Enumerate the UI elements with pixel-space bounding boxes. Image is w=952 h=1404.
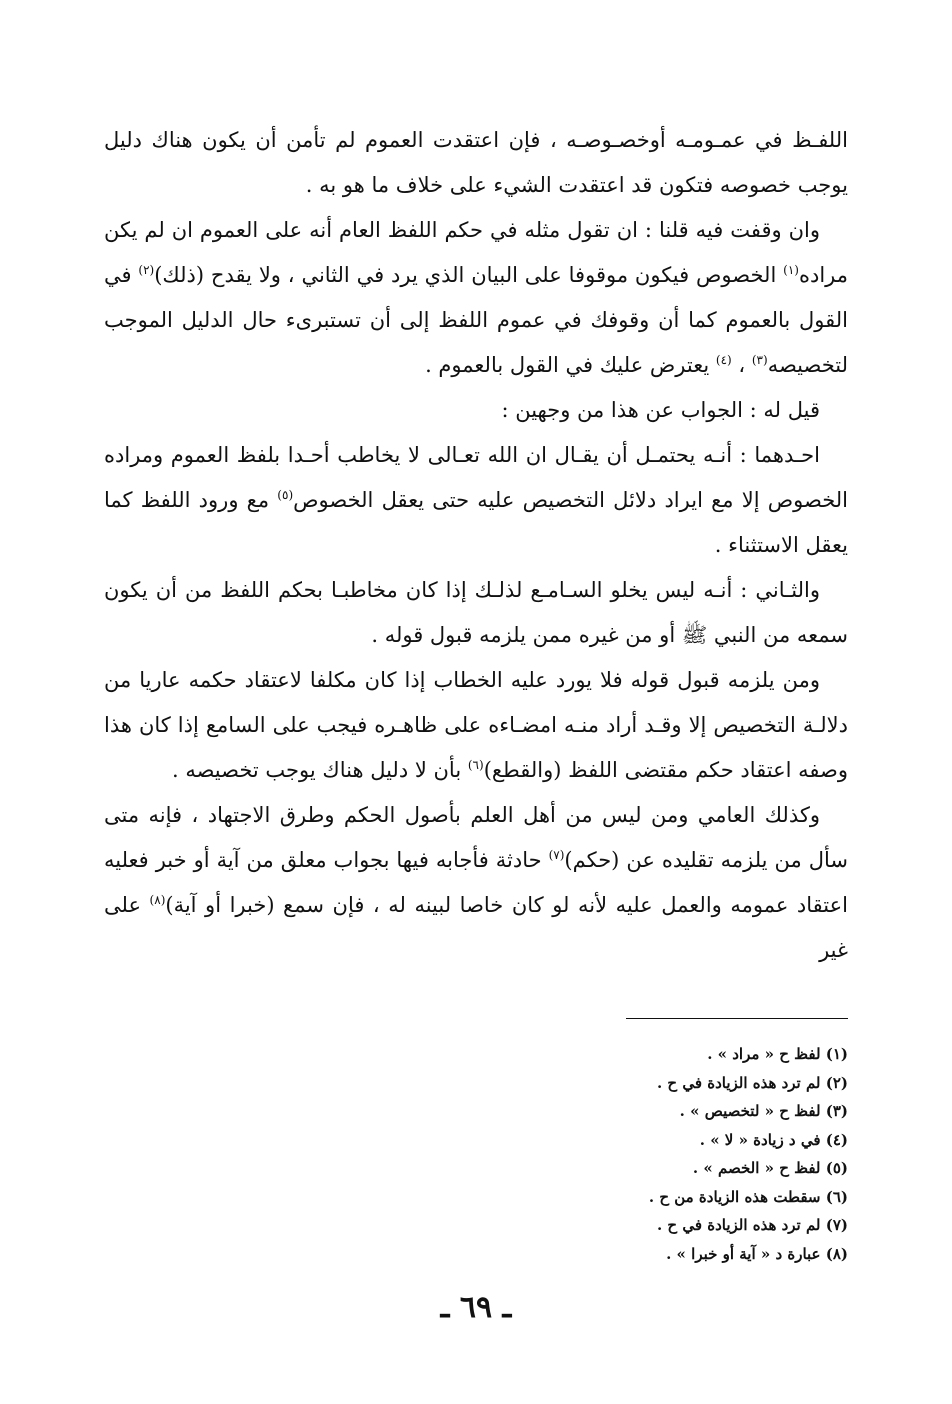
footnote-reference: (٨) <box>149 893 166 907</box>
paragraph-text: الخصوص فيكون موقوفا على البيان الذي يرد في الثاني ، ولا يقدح (ذلك) <box>154 263 784 287</box>
main-text-block <box>104 118 848 973</box>
paragraph-text: وكذلك العامي ومن ليس من أهل العلم بأصول الحكم وطرق الاجتهاد ، فإنه متى سأل من يلزمه تقليده عن (حكم) <box>104 803 848 872</box>
paragraph <box>104 793 848 973</box>
footnote-reference: (٢) <box>138 263 155 277</box>
paragraph-text: على غير <box>104 893 848 962</box>
paragraph-text: ، <box>731 353 752 377</box>
footnote-divider <box>626 1018 848 1019</box>
footnote-item: (٣) لفظ ح « لتخصيص » . <box>679 1102 848 1120</box>
paragraph-text: قيل له : الجواب عن هذا من وجهين : <box>501 398 820 422</box>
footnote-reference: (٧) <box>548 848 565 862</box>
paragraph-text: والثـاني : أنـه ليس يخلو السـامـع لذلـك إذا كان مخاطبـا بحكم اللفظ من أن يكون سمعه من النبي ﷺ أو من غيره ممن يلزمه قبول قوله . <box>104 578 848 647</box>
paragraph <box>104 433 848 568</box>
footnote-item: (٥) لفظ ح « الخصم » . <box>692 1159 848 1177</box>
paragraph-text: يعترض عليك في القول بالعموم . <box>425 353 716 377</box>
paragraph <box>104 118 848 208</box>
paragraph-text: في القول بالعموم كما أن وقوفك في عموم اللفظ إلى أن تستبرىء حال الدليل الموجب لتخصيصه <box>104 263 848 377</box>
page-number: ـ ٦٩ ـ <box>440 1290 512 1325</box>
footnote-reference: (٥) <box>277 488 294 502</box>
footnote-item: (٢) لم ترد هذه الزيادة في ح . <box>656 1073 848 1092</box>
paragraph-text: احـدهما : أنـه يحتمـل أن يقـال ان الله تعـالى لا يخاطب أحـدا بلفظ العموم ومراده الخصوص إلا مع ايراد دلائل التخصيص عليه حتى يعقل الخصوص <box>104 443 848 512</box>
footnote-reference: (٣) <box>751 353 768 367</box>
footnote-item: (٤) في د زيادة « لا » . <box>699 1130 848 1149</box>
paragraph <box>104 568 848 658</box>
paragraph <box>104 388 848 433</box>
footnote-reference: (٦) <box>467 758 484 772</box>
paragraph-text: بأن لا دليل هناك يوجب تخصيصه . <box>171 758 468 782</box>
footnote-item: (٦) سقطت هذه الزيادة من ح . <box>648 1187 848 1206</box>
paragraph <box>104 658 848 793</box>
footnote-reference: (١) <box>783 263 799 277</box>
footnotes-block <box>448 1040 848 1268</box>
paragraph <box>104 208 848 388</box>
paragraph-text: اللفـظ في عمـومـه أوخصـوصـه ، فإن اعتقدت العموم لم تأمن أن يكون هناك دليل يوجب خصوصه فتكون قد اعتقدت الشيء على خلاف ما هو به . <box>104 128 848 197</box>
footnote-item: (٧) لم ترد هذه الزيادة في ح . <box>656 1216 848 1234</box>
footnote-item: (١) لفظ ح « مراد » . <box>707 1045 848 1063</box>
paragraph-text: مع ورود اللفظ كما يعقل الاستثناء . <box>104 488 848 557</box>
footnote-reference: (٤) <box>715 353 732 367</box>
footnote-item: (٨) عبارة د « آية أو خبرا » . <box>666 1244 848 1263</box>
paragraph-text: وان وقفت فيه قلنا : ان تقول مثله في حكم اللفظ العام أنه على العموم ان لم يكن مراده <box>104 218 848 287</box>
paragraph-text: ومن يلزمه قبول قوله فلا يورد عليه الخطاب إذا كان مكلفا لاعتقاد حكمه عاريا من دلالـة التخصيص إلا وقـد أراد منـه امضـاءه على ظاهـره فيجب على السامع إذا كان هذا وصفه اعتقاد حكم مقتضى اللفظ (والقطع) <box>104 668 848 782</box>
paragraph-text: حادثة فأجابه فيها بجواب معلق من آية أو خبر فعليه اعتقاد عمومه والعمل عليه لأنه لو كان خاصا لبينه له ، فإن سمع (خبرا أو آية) <box>104 848 848 917</box>
